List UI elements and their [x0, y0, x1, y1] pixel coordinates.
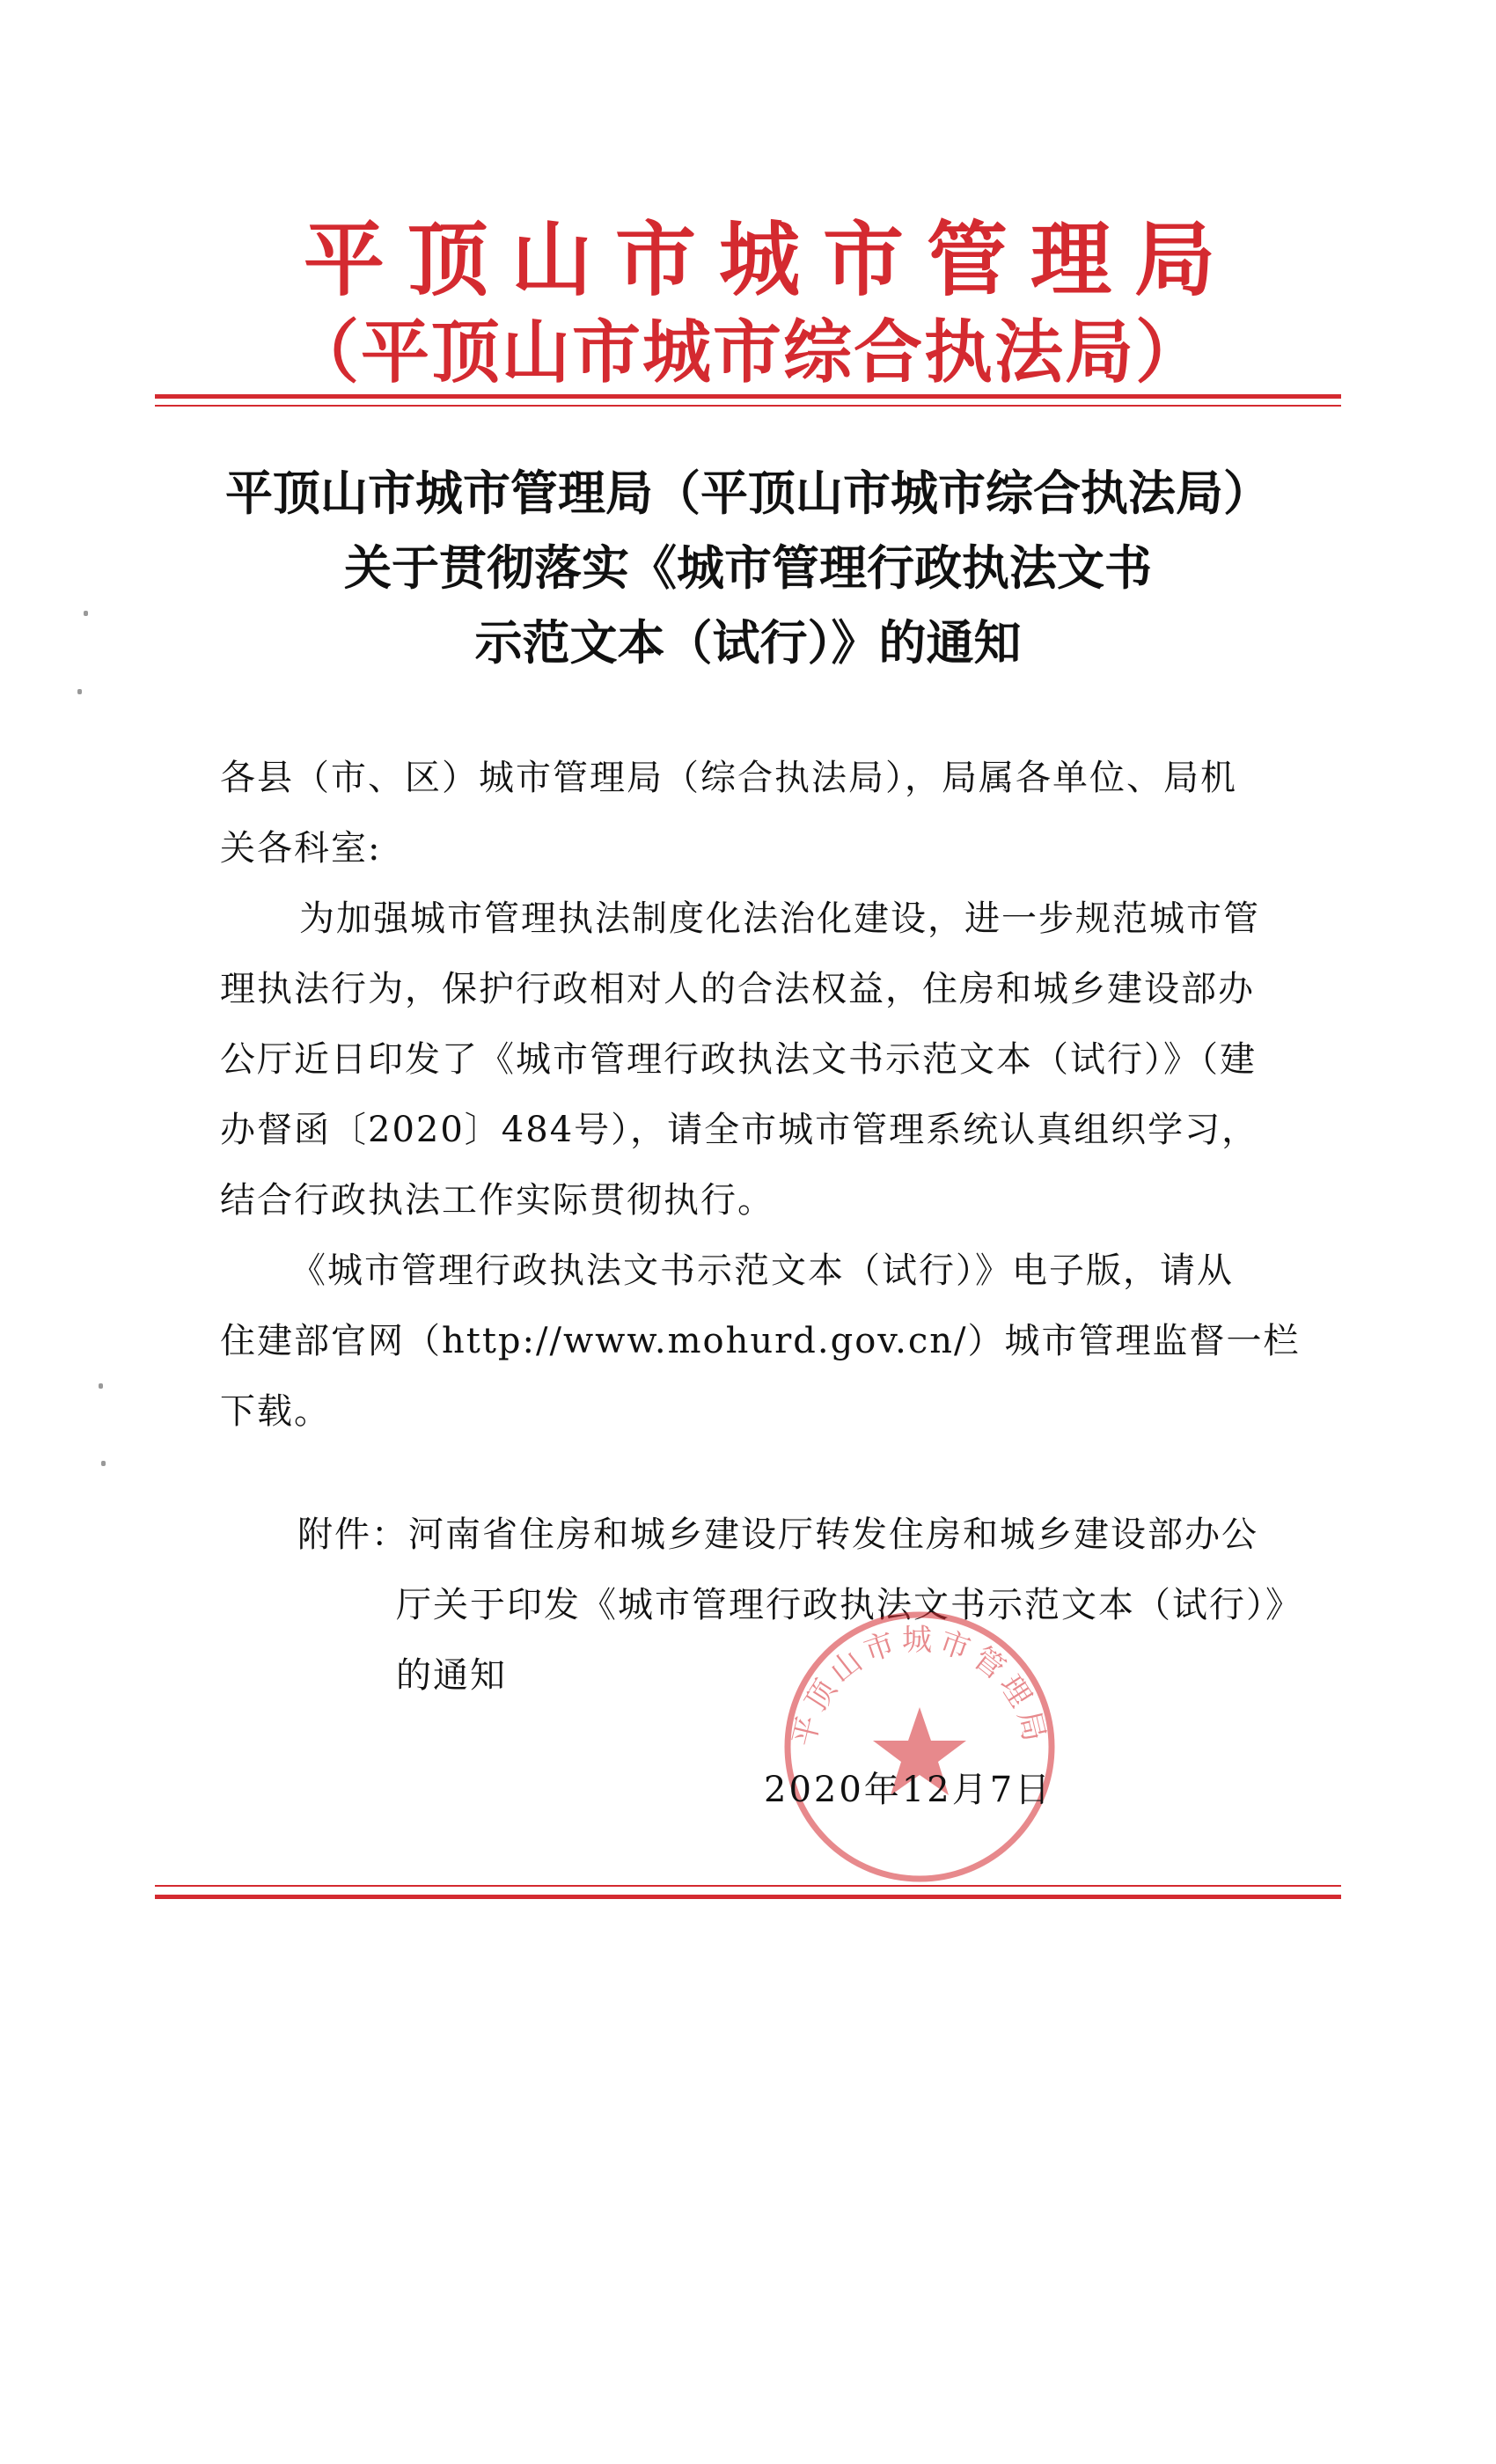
- seal-text: 平顶山市城市管理局: [786, 1623, 1053, 1750]
- attachment-line1: 附件：河南省住房和城乡建设厅转发住房和城乡建设部办公: [297, 1514, 1258, 1555]
- footer-divider-thin: [155, 1885, 1341, 1887]
- letterhead-divider-thick: [155, 394, 1341, 399]
- paragraph1-line2: 理执法行为，保护行政相对人的合法权益，住房和城乡建设部办: [220, 969, 1255, 1009]
- scan-speck: [84, 611, 88, 616]
- notice-title-line1: 平顶山市城市管理局（平顶山市城市综合执法局）: [225, 465, 1271, 521]
- paragraph1-line4: 办督函〔2020〕484号），请全市城市管理系统认真组织学习，: [220, 1110, 1259, 1150]
- paragraph1-line5: 结合行政执法工作实际贯彻执行。: [220, 1180, 774, 1221]
- official-seal: [774, 1602, 1065, 1892]
- paragraph1-line3: 公厅近日印发了《城市管理行政执法文书示范文本（试行）》（建: [220, 1039, 1257, 1080]
- attachment-line3: 的通知: [396, 1655, 507, 1696]
- scan-speck: [77, 689, 82, 694]
- paragraph1-line1: 为加强城市管理执法制度化法治化建设，进一步规范城市管: [299, 898, 1260, 939]
- letterhead-org-name: 平顶山市城市管理局: [303, 212, 1238, 307]
- salutation-line2: 关各科室:: [220, 828, 382, 869]
- scan-speck: [101, 1461, 106, 1466]
- letterhead-divider-thin: [155, 405, 1341, 407]
- footer-divider-thick: [155, 1895, 1341, 1899]
- notice-title-line2: 关于贯彻落实《城市管理行政执法文书: [344, 539, 1152, 596]
- scan-speck: [99, 1383, 103, 1389]
- paragraph2-line1: 《城市管理行政执法文书示范文本（试行）》电子版，请从: [290, 1250, 1234, 1291]
- notice-title-line3: 示范文本（试行）》的通知: [474, 614, 1022, 671]
- letterhead-org-alias: （平顶山市城市综合执法局）: [290, 312, 1206, 392]
- paragraph2-line3: 下载。: [220, 1391, 331, 1432]
- attachment-line2: 厅关于印发《城市管理行政执法文书示范文本（试行）》: [396, 1585, 1302, 1625]
- paragraph2-line2: 住建部官网（http://www.mohurd.gov.cn/）城市管理监督一栏: [220, 1321, 1301, 1361]
- salutation-line1: 各县（市、区）城市管理局（综合执法局），局属各单位、局机: [220, 758, 1237, 798]
- issue-date: 2020年12月7日: [764, 1770, 1053, 1810]
